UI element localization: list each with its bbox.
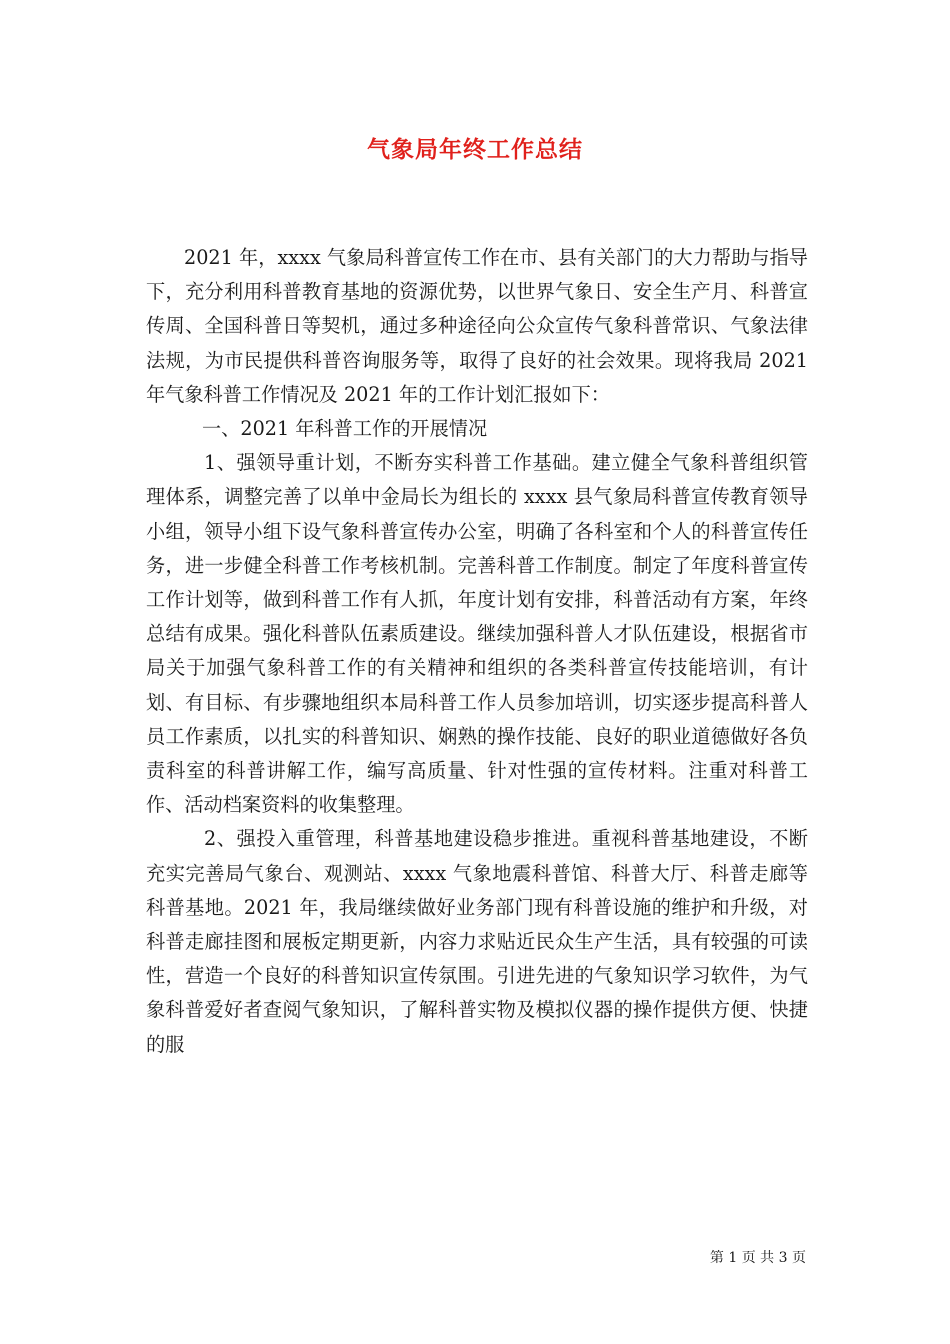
document-title: 气象局年终工作总结 [367, 136, 583, 163]
section-heading: 一、2021 年科普工作的开展情况 [202, 417, 488, 441]
intro-paragraph: 2021 年，xxxx 气象局科普宣传工作在市、县有关部门的大力帮助与指导下，充分利用科普教育基地的资源优势，以世界气象日、安全生产月、科普宣传周、全国科普日等契机，通过多种途径向公众宣传气象科普常识、气象法律法规，为市民提供科普咨询服务等，取得了良好的社会效果。现将我局 2021 年气象科普工作情况及 2021 年的工作计划汇报如下： [146, 246, 808, 406]
section-item-2: 2、强投入重管理，科普基地建设稳步推进。重视科普基地建设，不断充实完善局气象台、观测站、xxxx 气象地震科普馆、科普大厅、科普走廊等科普基地。2021 年，我局继续做好业务部门现有科普设施的维护和升级，对科普走廊挂图和展板定期更新，内容力求贴近民众生产生活，具有较强的可读性，营造一个良好的科普知识宣传氛围。引进先进的气象知识学习软件，为气象科普爱好者查阅气象知识，了解科普实物及模拟仪器的操作提供方便、快捷的服 [146, 827, 808, 1056]
section-item-1: 1、强领导重计划，不断夯实科普工作基础。建立健全气象科普组织管理体系，调整完善了以单中金局长为组长的 xxxx 县气象局科普宣传教育领导小组，领导小组下设气象科普宣传办公室，明确了各科室和个人的科普宣传任务，进一步健全科普工作考核机制。完善科普工作制度。制定了年度科普宣传工作计划等，做到科普工作有人抓，年度计划有安排，科普活动有方案，年终总结有成果。强化科普队伍素质建设。继续加强科普人才队伍建设，根据省市局关于加强气象科普工作的有关精神和组织的各类科普宣传技能培训，有计划、有目标、有步骤地组织本局科普工作人员参加培训，切实逐步提高科普人员工作素质，以扎实的科普知识、娴熟的操作技能、良好的职业道德做好各负责科室的科普讲解工作，编写高质量、针对性强的宣传材料。注重对科普工作、活动档案资料的收集整理。 [146, 451, 808, 817]
document-body [146, 241, 808, 1062]
page-number: 第 1 页 共 3 页 [709, 1250, 806, 1266]
